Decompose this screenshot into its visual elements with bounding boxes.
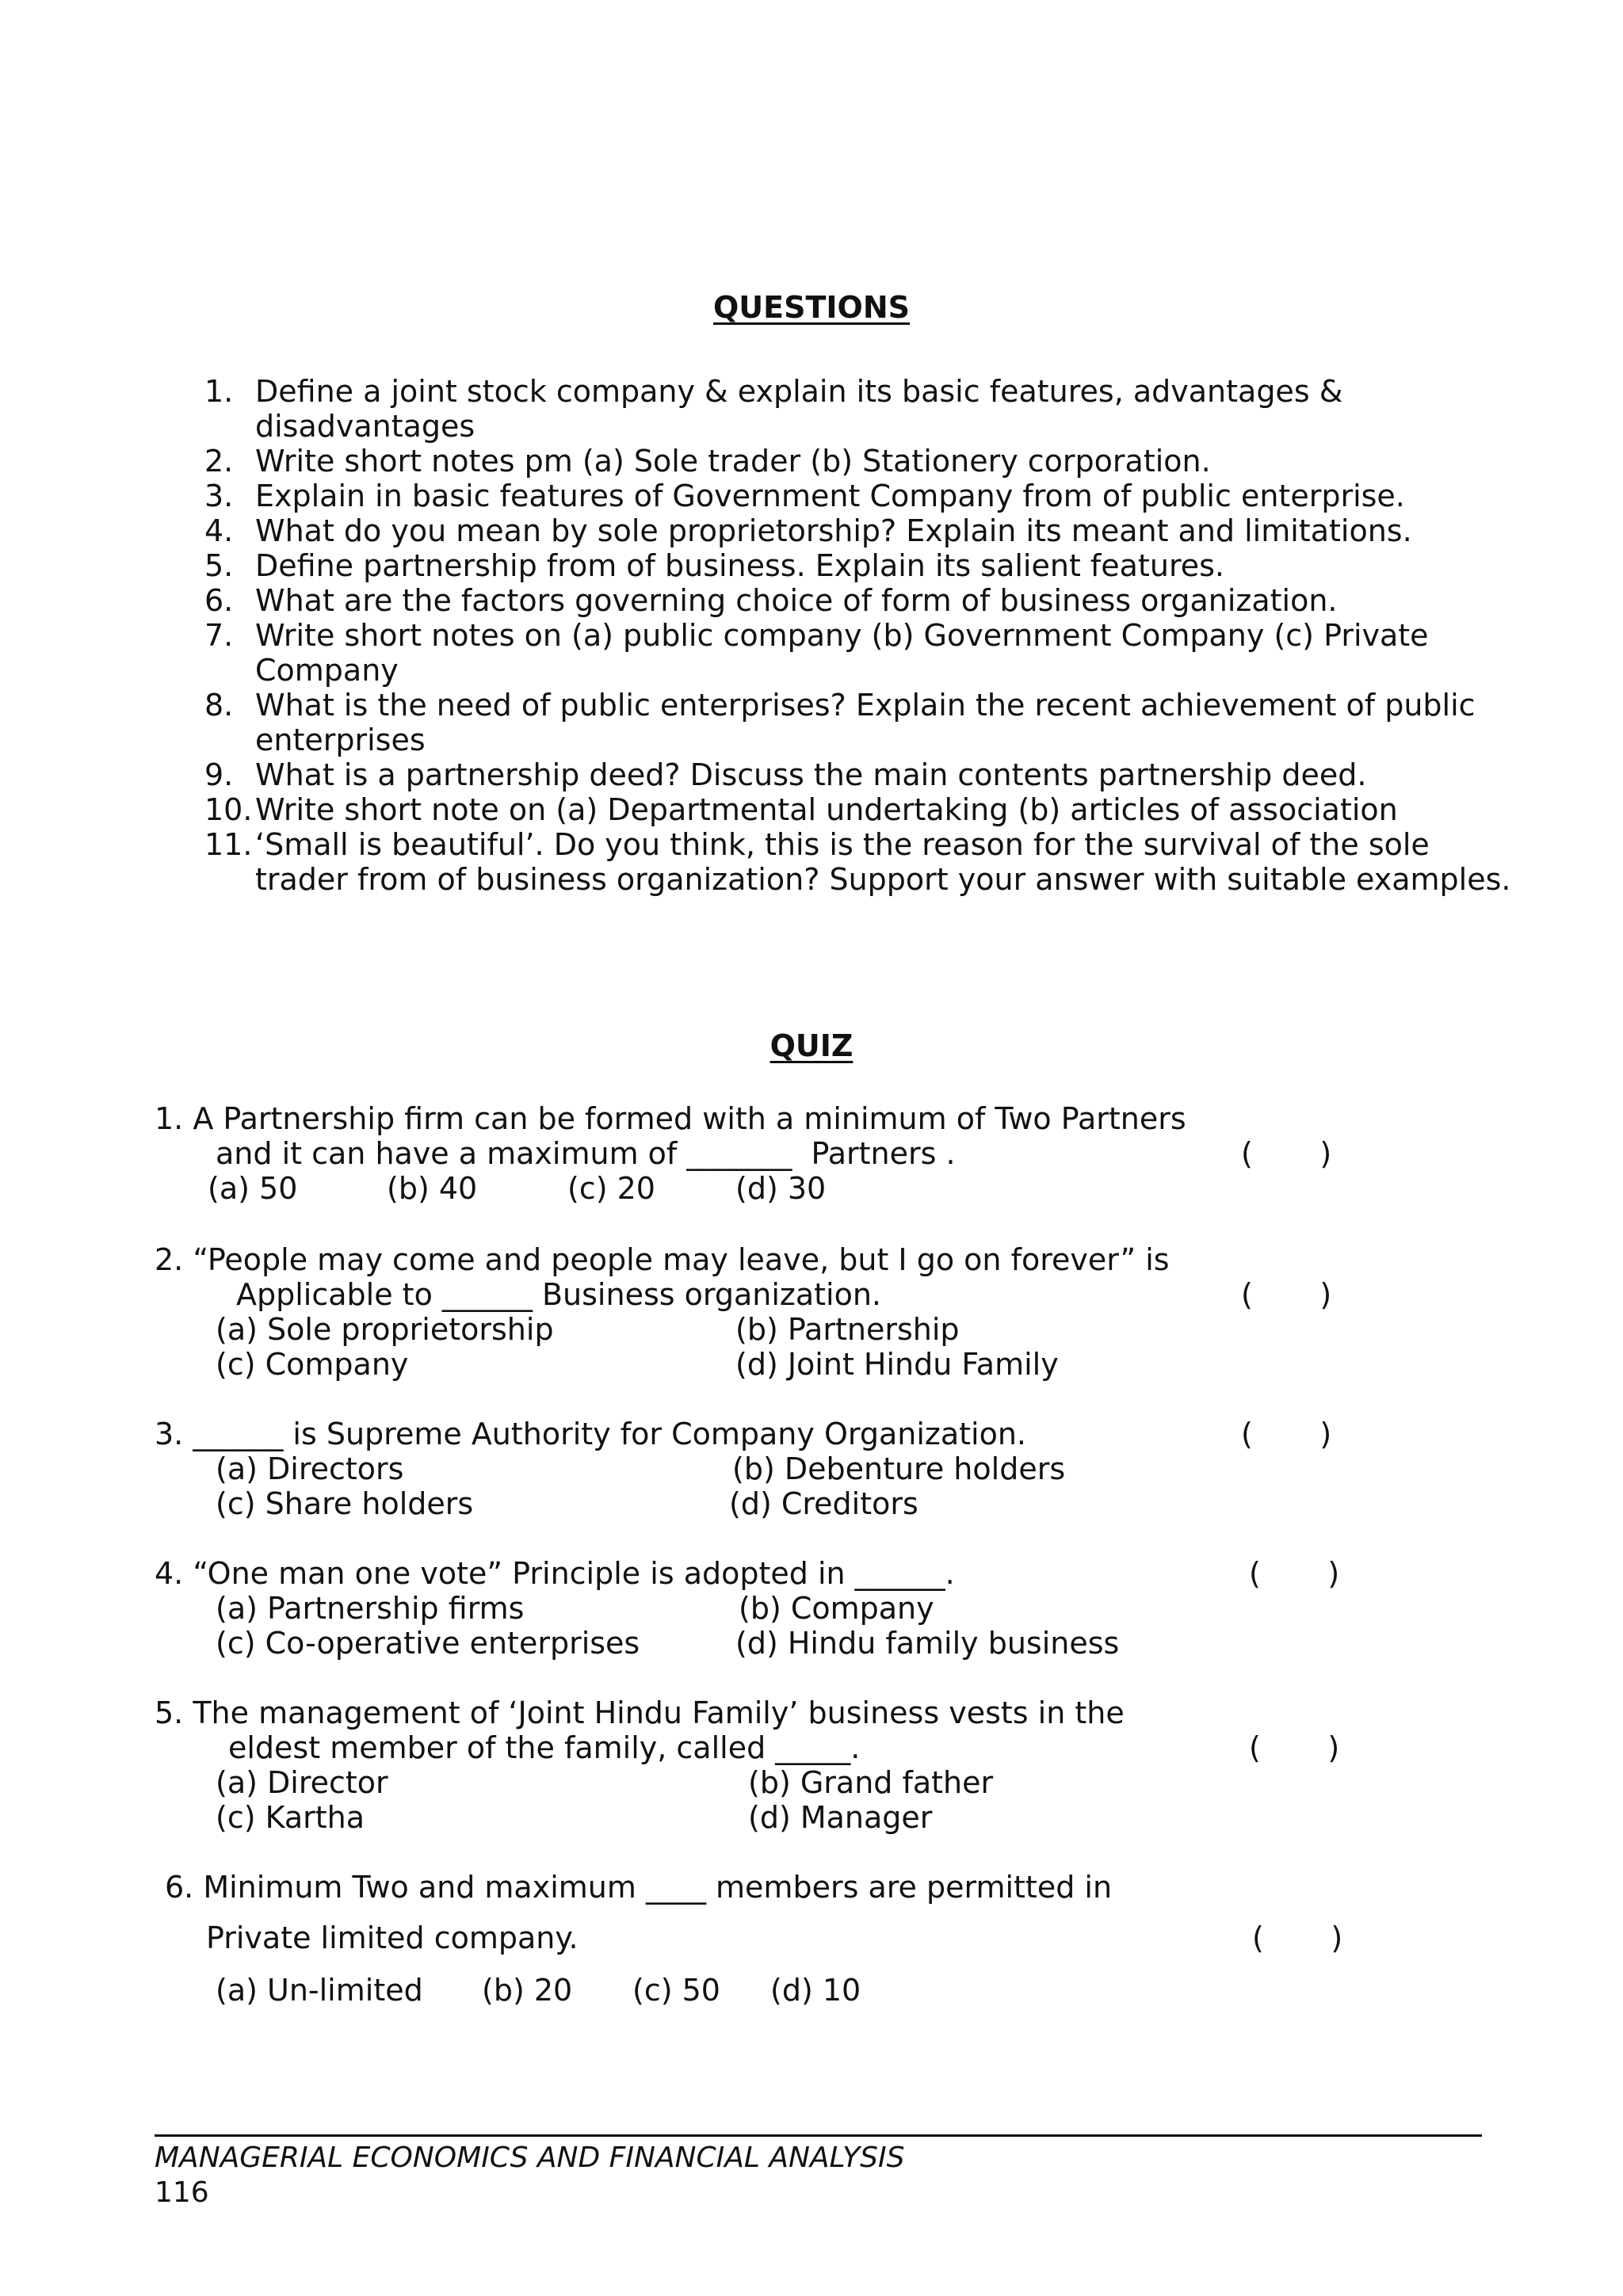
footer-title: MANAGERIAL ECONOMICS AND FINANCIAL ANALYSIS [155, 2142, 905, 2174]
quiz-question-line: 1. A Partnership firm can be formed with a minimum of Two Partners [155, 1101, 1186, 1136]
question-text: enterprises [255, 723, 426, 757]
question-text: What is a partnership deed? Discuss the main contents partnership deed. [255, 757, 1367, 792]
quiz-option: (c) Company [216, 1347, 409, 1382]
quiz-option: (a) Director [216, 1765, 388, 1800]
answer-bracket: ( ) [1241, 1277, 1332, 1312]
answer-bracket: ( ) [1249, 1556, 1340, 1591]
question-text: trader from of business organization? Support your answer with suitable examples. [255, 862, 1511, 897]
quiz-question-line: 2. “People may come and people may leave, but I go on forever” is [155, 1242, 1170, 1277]
question-text: disadvantages [255, 409, 475, 444]
quiz-question-line: eldest member of the family, called _____. [228, 1730, 861, 1765]
quiz-option: (d) Manager [748, 1800, 933, 1835]
quiz-option: (a) Un-limited [216, 1973, 423, 2008]
quiz-option: (c) 20 [567, 1171, 655, 1206]
quiz-option: (b) 40 [387, 1171, 478, 1206]
question-text: Define a joint stock company & explain its basic features, advantages & [255, 374, 1343, 409]
quiz-option: (b) Company [739, 1591, 934, 1626]
answer-bracket: ( ) [1241, 1417, 1332, 1451]
quiz-question-line: and it can have a maximum of _______ Partners . [216, 1136, 956, 1171]
page-number: 116 [155, 2176, 209, 2209]
question-text: Company [255, 653, 399, 688]
question-number: 1. [204, 374, 234, 409]
quiz-option: (a) Partnership firms [216, 1591, 525, 1626]
quiz-question-line: 6. Minimum Two and maximum ____ members are permitted in [165, 1870, 1113, 1905]
quiz-option: (d) Joint Hindu Family [735, 1347, 1059, 1382]
quiz-question-line: 3. ______ is Supreme Authority for Company Organization. [155, 1417, 1026, 1451]
quiz-option: (b) Partnership [735, 1312, 960, 1347]
question-text: Explain in basic features of Government Company from of public enterprise. [255, 479, 1405, 513]
quiz-option: (c) 50 [632, 1973, 720, 2008]
question-text: What do you mean by sole proprietorship? Explain its meant and limitations. [255, 513, 1412, 548]
question-text: ‘Small is beautiful’. Do you think, this is the reason for the survival of the sole [255, 827, 1430, 862]
question-number: 6. [204, 583, 234, 618]
answer-bracket: ( ) [1252, 1920, 1343, 1955]
quiz-option: (d) Hindu family business [735, 1626, 1120, 1661]
quiz-option: (d) 30 [735, 1171, 827, 1206]
quiz-option: (d) 10 [770, 1973, 861, 2008]
quiz-question-line: 4. “One man one vote” Principle is adopted in ______. [155, 1556, 955, 1591]
quiz-question-line: Applicable to ______ Business organization. [236, 1277, 881, 1312]
answer-bracket: ( ) [1241, 1136, 1332, 1171]
quiz-option: (b) 20 [482, 1973, 573, 2008]
quiz-option: (b) Debenture holders [732, 1451, 1066, 1486]
quiz-option: (a) 50 [208, 1171, 298, 1206]
quiz-option: (d) Creditors [729, 1486, 918, 1521]
question-text: Write short note on (a) Departmental undertaking (b) articles of association [255, 792, 1398, 827]
question-number: 9. [204, 757, 234, 792]
question-number: 4. [204, 513, 234, 548]
quiz-option: (a) Directors [216, 1451, 404, 1486]
questions-heading: QUESTIONS [712, 290, 911, 325]
quiz-option: (b) Grand father [748, 1765, 994, 1800]
quiz-question-line: Private limited company. [206, 1920, 579, 1955]
question-text: Define partnership from of business. Explain its salient features. [255, 548, 1224, 583]
footer-rule [155, 2134, 1482, 2137]
question-text: Write short notes on (a) public company (b) Government Company (c) Private [255, 618, 1429, 653]
quiz-question-line: 5. The management of ‘Joint Hindu Family’ business vests in the [155, 1695, 1125, 1730]
answer-bracket: ( ) [1249, 1730, 1340, 1765]
question-number: 5. [204, 548, 234, 583]
quiz-option: (c) Co-operative enterprises [216, 1626, 640, 1661]
quiz-heading: QUIZ [769, 1028, 854, 1063]
question-number: 11. [204, 827, 253, 862]
question-number: 3. [204, 479, 234, 513]
quiz-option: (a) Sole proprietorship [216, 1312, 554, 1347]
question-text: What is the need of public enterprises? Explain the recent achievement of public [255, 688, 1476, 723]
quiz-option: (c) Share holders [216, 1486, 474, 1521]
question-text: What are the factors governing choice of form of business organization. [255, 583, 1338, 618]
question-number: 8. [204, 688, 234, 723]
question-number: 7. [204, 618, 234, 653]
question-text: Write short notes pm (a) Sole trader (b) Stationery corporation. [255, 444, 1211, 479]
question-number: 2. [204, 444, 234, 479]
question-number: 10. [204, 792, 253, 827]
quiz-option: (c) Kartha [216, 1800, 365, 1835]
